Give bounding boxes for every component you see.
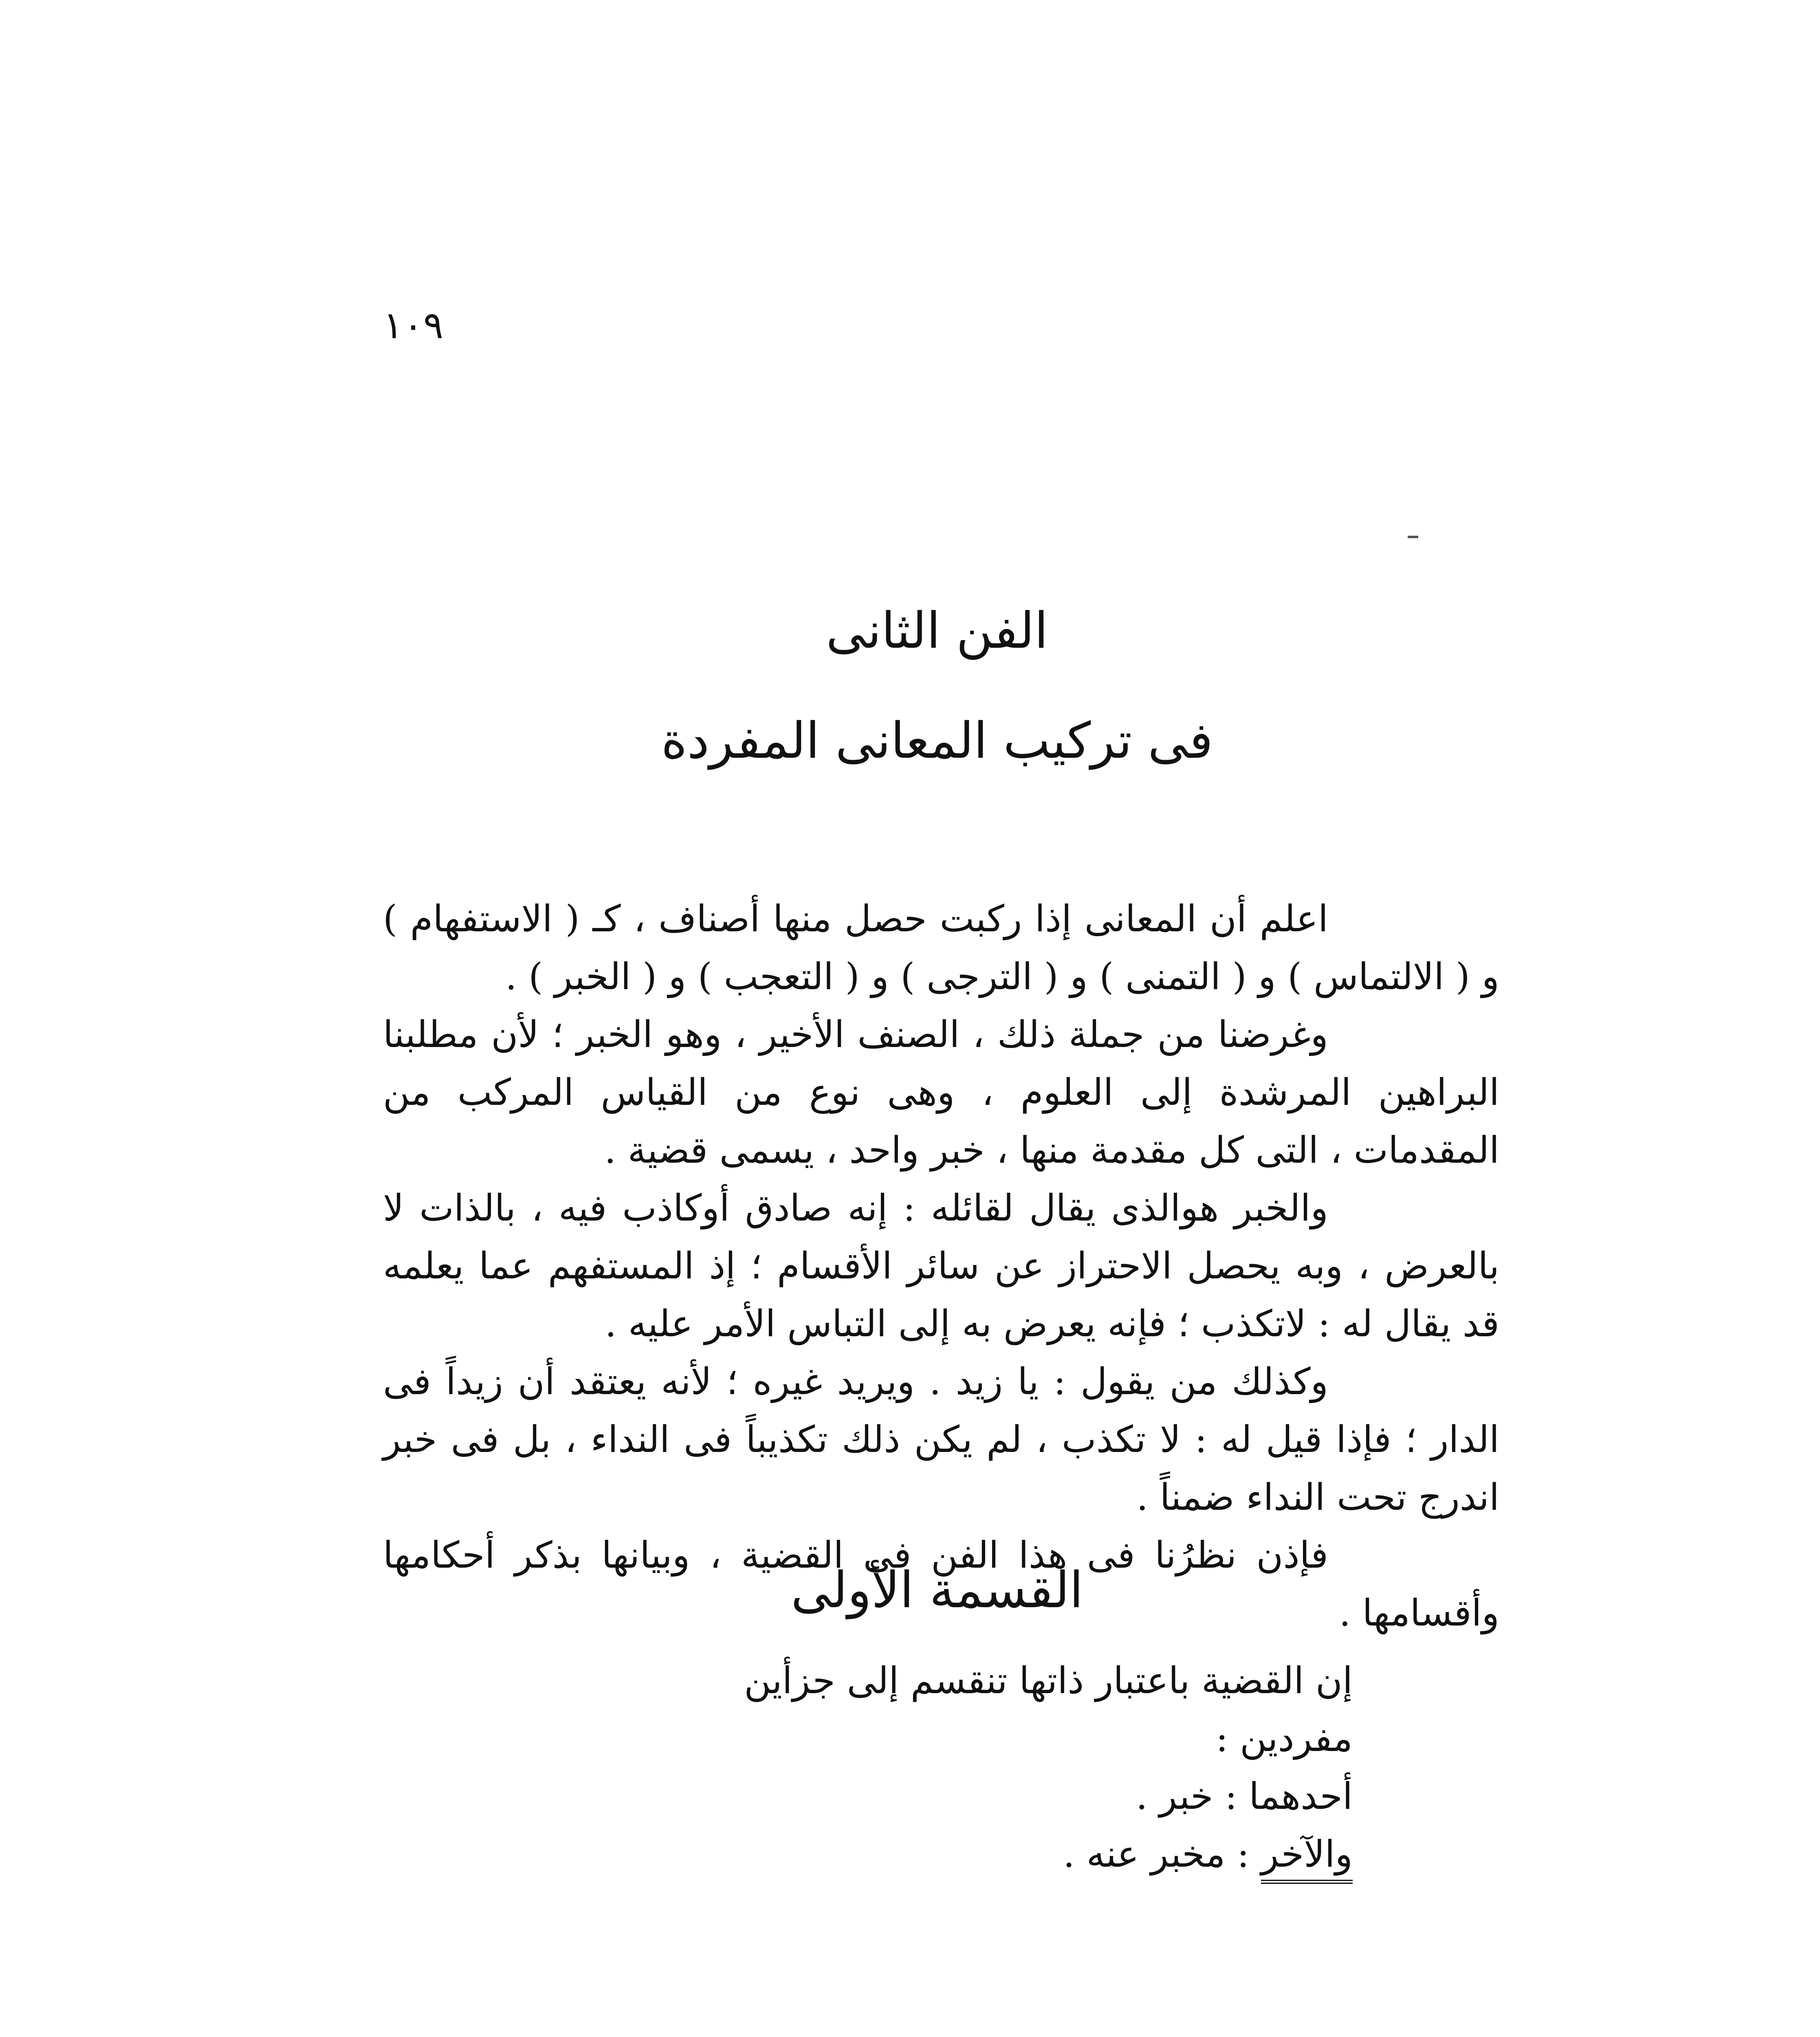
item-term: والآخر [1261, 1833, 1353, 1884]
section-intro: إن القضية باعتبار ذاتها تنقسم إلى جزأين مفردين : [744, 1659, 1353, 1760]
scan-speck [1408, 536, 1418, 538]
paragraph: اعلم أن المعانى إذا ركبت حصل منها أصناف ، كـ ( الاستفهام ) و ( الالتماس ) و ( التمنى ) و ( الترجى ) و ( التعجب ) و ( الخبر ) . [383, 898, 1499, 998]
paragraph: وغرضنا من جملة ذلك ، الصنف الأخير ، وهو الخبر ؛ لأن مطلبنا البراهين المرشدة إلى العلوم ، وهى نوع من القياس المركب من المقدمات ، التى كل مقدمة منها ، خبر واحد ، يسمى قضية . [383, 1013, 1499, 1172]
paragraph: فإذن نظرُنا فى هذا الفن فى القضية ، وبيانها بذكر أحكامها وأقسامها . [383, 1534, 1499, 1634]
intro-text [383, 890, 1499, 1642]
page-number: ١٠٩ [383, 304, 444, 347]
definition-list [652, 1652, 1353, 1883]
item-definition: مخبر عنه . [1063, 1833, 1226, 1876]
list-item [652, 1826, 1353, 1883]
section-title: القسمة الأولى [791, 1561, 1083, 1619]
paragraph: والخبر هوالذى يقال لقائله : إنه صادق أوكاذب فيه ، بالذات لا بالعرض ، وبه يحصل الاحتراز عن سائر الأقسام ؛ إذ المستفهم عما يعلمه قد يقال له : لاتكذب ؛ فإنه يعرض به إلى التباس الأمر عليه . [383, 1187, 1499, 1345]
item-definition: خبر . [1136, 1775, 1213, 1818]
art-title: الفن الثانى [826, 602, 1048, 660]
paragraph: وكذلك من يقول : يا زيد . ويريد غيره ؛ لأنه يعتقد أن زيداً فى الدار ؛ فإذا قيل له : لا تكذب ، لم يكن ذلك تكذيباً فى النداء ، بل فى خبر اندرج تحت النداء ضمناً . [383, 1360, 1499, 1519]
item-separator: : [1225, 1833, 1261, 1876]
art-subtitle: فى تركيب المعانى المفردة [661, 712, 1213, 770]
list-item [652, 1768, 1353, 1826]
item-term: أحدهما [1249, 1775, 1353, 1818]
item-separator: : [1213, 1775, 1249, 1818]
